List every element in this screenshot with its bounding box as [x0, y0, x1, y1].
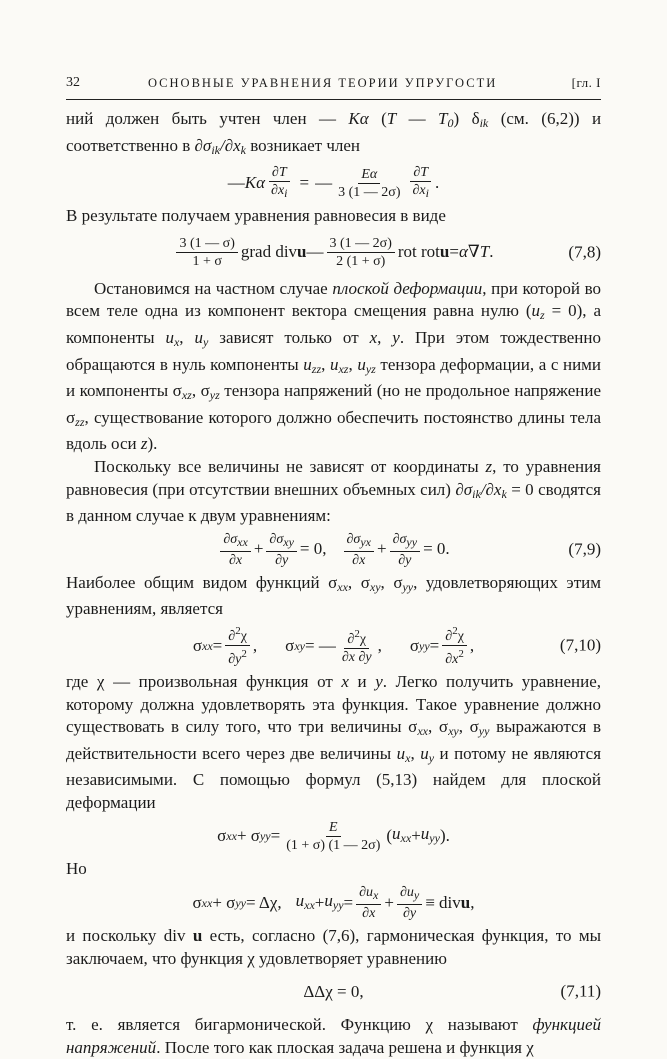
equation-number: (7,11) [560, 981, 601, 1001]
equation-7-10: σ xx = $\frac{\partial^2\chi}{\partial y^2}$ , σ xy = — $\frac{\partial^2\chi}{\partial x \partial y}$ , σ yy = $\frac{\partial^2\chi}{\partial x^2}$ , (7,10) [192, 625, 601, 668]
equation-7-8: $\frac{3 (1 — \sigma)}{1 + \sigma}$ grad div u — $\frac{3 (1 — 2\sigma)}{2 (1 + \sigma)}$ rot rot u = α ∇ T . (7,8) [66, 228, 601, 278]
paragraph: ний должен быть учтен член — Kα (T — T0) δik (см. (6,2)) и соответственно в ∂σik/∂xk возникает член [66, 109, 602, 157]
paragraph: Остановимся на частном случае плоской деформации, при которой во всем теле одна из компонент вектора смещения равна нулю (uz = 0), а компоненты ux, uy зависят только от x, y. При этом тождественно обращаются в нуль компоненты uzz, uxz, uyz тензора деформации, а с ними и компоненты σxz, σyz тензора напряжений (но не продольное напряжение σzz, существование которого должно обеспечить постоянство длины тела вдоль оси z). [66, 278, 602, 454]
paragraph: Но [66, 859, 87, 879]
chapter-marker: [гл. I [571, 75, 601, 90]
equation-number: (7,10) [559, 635, 601, 655]
equation-number: (7,9) [568, 539, 601, 559]
equation-7-11: ΔΔχ = 0, (7,11) [66, 970, 601, 1014]
running-header [66, 75, 601, 95]
equation-number: (7,8) [568, 242, 601, 262]
equation-7-9: $\frac{\text{∂σxx}}{\partial x}$ + $\frac{\text{∂σxy}}{\partial y}$ = 0, $\frac{\text{∂σyx}}{\partial x}$ + $\frac{\text{∂σyy}}{\partial y}$ = 0. (7,9) [66, 528, 601, 572]
paragraph: В результате получаем уравнения равновесия в виде [66, 206, 446, 226]
equation: — Kα $\frac{\partial T}{\partial xi}$ = — $\frac{E\alpha}{3 (1 — 2\sigma)}$ $\frac{\partial T}{\partial xi}$ . [227, 165, 440, 201]
page-number: 32 [66, 75, 80, 90]
paragraph: Поскольку все величины не зависят от координаты z, то уравнения равновесия (при отсутствии внешних объемных сил) ∂σik/∂xk = 0 сводятся в данном случае к двум уравнениям: [66, 456, 602, 526]
paragraph: Наиболее общим видом функций σxx, σxy, σyy, удовлетворяющих этим уравнениям, является [66, 572, 601, 619]
equation: σ xx + σ yy = $\frac{E}{(1 + \sigma) (1 — 2\sigma)}$ ( uxx + uyy ). [217, 819, 450, 853]
running-title: ОСНОВНЫЕ УРАВНЕНИЯ ТЕОРИИ УПРУГОСТИ [148, 76, 498, 90]
header-rule [66, 99, 601, 100]
page-body [66, 108, 601, 1059]
paragraph: т. е. является бигармонической. Функцию χ называют функцией напряжений. После того как плоская задача решена и функция χ [66, 1015, 602, 1057]
paragraph: где χ — произвольная функция от x и y. Легко получить уравнение, которому должна удовлетворять эта функция. Такое уравнение должно существовать в силу того, что три величины σxx, σxy, σyy выражаются в действительности всего через две величины ux, uy и потому не являются независимыми. С помощью формул (5,13) найдем для плоской деформации [66, 671, 602, 812]
paragraph: и поскольку div u есть, согласно (7,6), гармоническая функция, то мы заключаем, что функция χ удовлетворяет уравнению [66, 926, 602, 968]
equation: σ xx + σ yy = Δχ, uxx + uyy = $\frac{\partial ux}{\partial x}$ + $\frac{\partial uy}{\partial y}$ ≡ div u , [192, 885, 475, 922]
